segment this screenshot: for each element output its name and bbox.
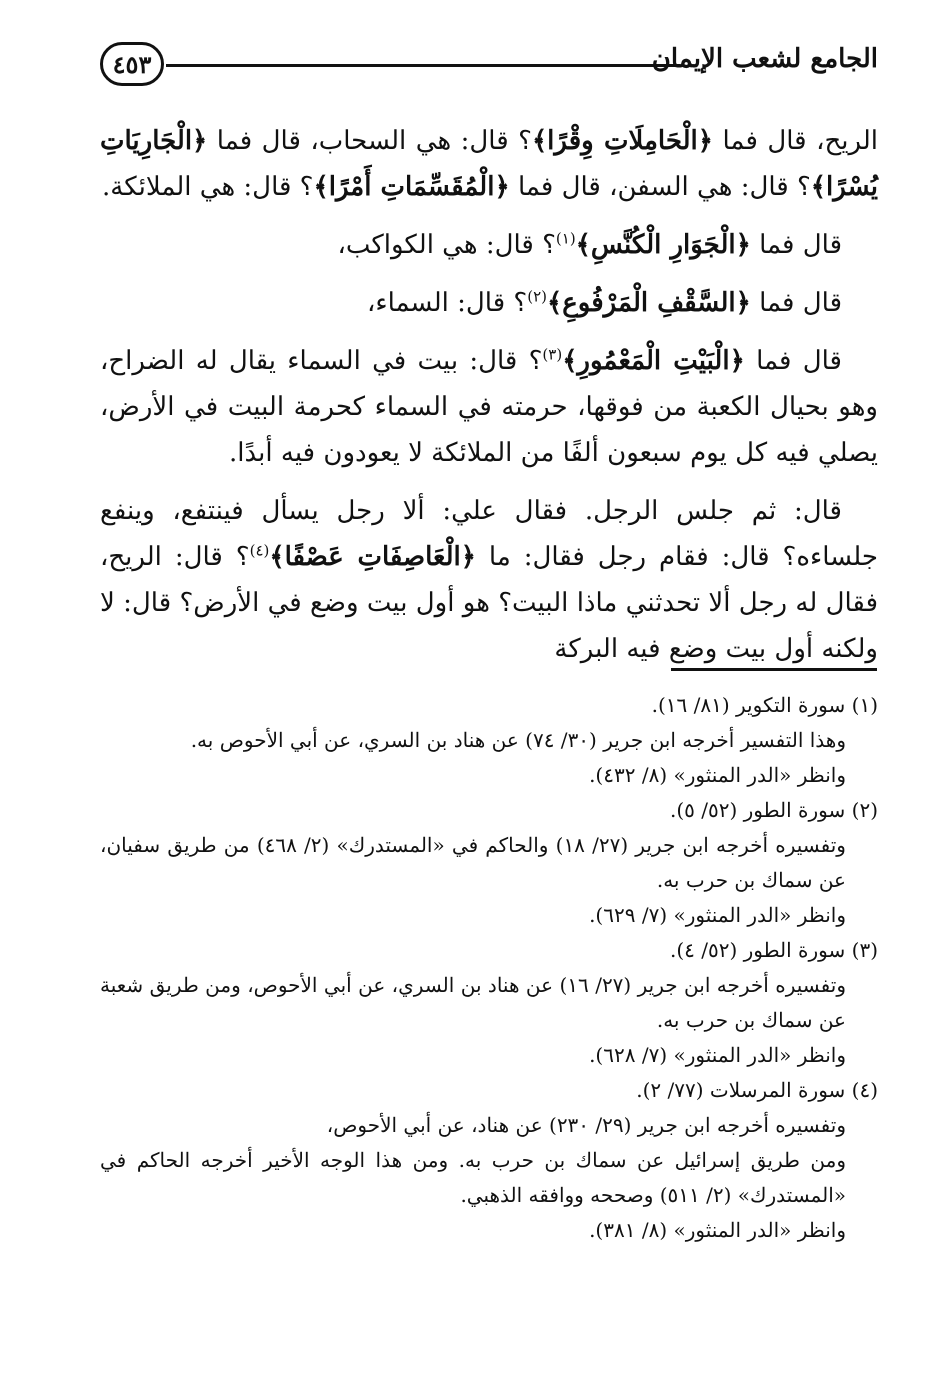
quran-quote: ﴿الْجَارِيَاتِ يُسْرًا﴾ <box>100 126 878 202</box>
text-run: الريح، قال فما <box>713 126 879 156</box>
footnote-line: (٢) سورة الطور (٥٢/ ٥). <box>669 798 878 822</box>
page-number: ٤٥٣ <box>100 42 164 86</box>
footnote-line: وتفسيره أخرجه ابن جرير (٢٩/ ٢٣٠) عن هناد، عن أبي الأحوص، <box>326 1113 846 1137</box>
text-run: ؟ قال: بيت في السماء يقال له الضراح، وهو بحيال الكعبة من فوقها، حرمته في السماء كحرمة البيت في الأرض، يصلي فيه كل يوم سبعون ألفًا من الملائكة لا يعودون فيه أبدًا. <box>100 346 878 468</box>
footnote-line: وتفسيره أخرجه ابن جرير (٢٧/ ١٦) عن هناد بن السري، عن أبي الأحوص، ومن طريق شعبة عن سماك بن حرب به. <box>100 973 846 1032</box>
footnote-ref: (١) <box>555 229 576 248</box>
main-text <box>100 118 878 684</box>
paragraph <box>100 488 878 672</box>
header-rule <box>166 64 680 67</box>
running-title: الجامع لشعب الإيمان <box>651 44 878 74</box>
page-header <box>100 40 878 104</box>
footnote-ref: (٤) <box>249 541 270 560</box>
footnote-ref: (٢) <box>527 287 548 306</box>
paragraph <box>100 338 878 476</box>
text-run: ؟ قال: السماء، <box>366 288 528 318</box>
quran-quote: ﴿الْعَاصِفَاتِ عَصْفًا﴾ <box>269 542 476 572</box>
quran-quote: ﴿الْمُقَسِّمَاتِ أَمْرًا﴾ <box>313 172 510 202</box>
footnote-line: وانظر «الدر المنثور» (٨/ ٣٨١). <box>589 1218 846 1242</box>
footnote-line: (١) سورة التكوير (٨١/ ١٦). <box>651 693 878 717</box>
paragraph <box>100 118 878 210</box>
footnote-line: ومن طريق إسرائيل عن سماك بن حرب به. ومن هذا الوجه الأخير أخرجه الحاكم في «المستدرك» (٢/ ٥١١) وصححه ووافقه الذهبي. <box>100 1148 846 1207</box>
footnote-line: (٤) سورة المرسلات (٧٧/ ٢). <box>636 1078 878 1102</box>
text-run: قال فما <box>744 346 842 376</box>
quran-quote: ﴿الْبَيْتِ الْمَعْمُورِ﴾ <box>562 346 745 376</box>
text-run: قال فما <box>750 288 842 318</box>
quran-quote: ﴿السَّقْفِ الْمَرْفُوعِ﴾ <box>547 288 751 318</box>
text-run: ؟ قال: هي الكواكب، <box>337 230 556 260</box>
text-run: ؟ قال: هي الملائكة. <box>102 172 314 202</box>
paragraph <box>100 280 878 326</box>
footnote-line: وتفسيره أخرجه ابن جرير (٢٧/ ١٨) والحاكم في «المستدرك» (٢/ ٤٦٨) من طريق سفيان، عن سماك بن حرب به. <box>100 833 846 892</box>
footnote-separator <box>671 668 877 671</box>
footnote-line: وهذا التفسير أخرجه ابن جرير (٣٠/ ٧٤) عن هناد بن السري، عن أبي الأحوص به. <box>190 728 846 752</box>
footnote-line: وانظر «الدر المنثور» (٧/ ٦٢٨). <box>589 1043 846 1067</box>
text-run: ؟ قال: هي السفن، قال فما <box>509 172 811 202</box>
footnote-ref: (٣) <box>542 345 563 364</box>
text-run: ؟ قال: هي السحاب، قال فما <box>207 126 532 156</box>
footnote-line: وانظر «الدر المنثور» (٧/ ٦٢٩). <box>589 903 846 927</box>
footnotes <box>100 688 878 1248</box>
text-run: قال: ثم جلس الرجل. فقال علي: ألا رجل يسأل فينتفع، وينفع جلساءه؟ قال: فقام رجل فقال: ما <box>100 496 878 572</box>
quran-quote: ﴿الْجَوَارِ الْكُنَّسِ﴾ <box>575 230 751 260</box>
text-run: ؟ قال: الريح، فقال له رجل ألا تحدثني ماذا البيت؟ هو أول بيت وضع في الأرض؟ قال: لا ولكنه أول بيت وضع فيه البركة <box>100 542 878 664</box>
text-run: قال فما <box>750 230 842 260</box>
quran-quote: ﴿الْحَامِلَاتِ وِقْرًا﴾ <box>531 126 714 156</box>
footnote-line: وانظر «الدر المنثور» (٨/ ٤٣٢). <box>589 763 846 787</box>
paragraph <box>100 222 878 268</box>
footnote-line: (٣) سورة الطور (٥٢/ ٤). <box>669 938 878 962</box>
